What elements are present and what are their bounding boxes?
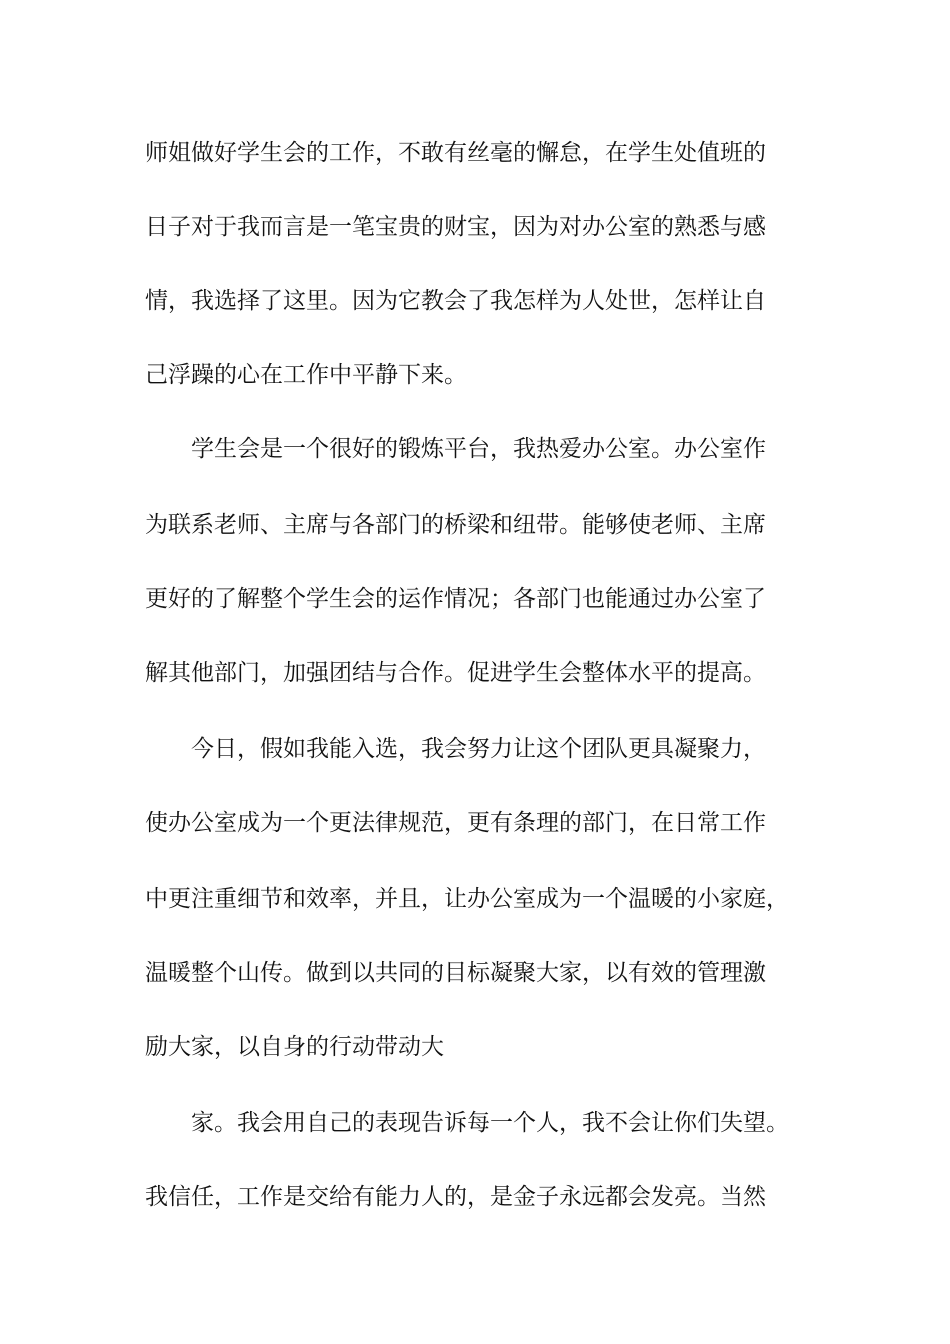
text-line-7: 更好的了解整个学生会的运作情况；各部门也能通过办公室了	[145, 586, 766, 612]
text-line-1: 师姐做好学生会的工作，不敢有丝毫的懈怠，在学生处值班的	[145, 140, 766, 166]
text-line-2: 日子对于我而言是一笔宝贵的财宝，因为对办公室的熟悉与感	[145, 214, 766, 240]
text-line-15: 我信任，工作是交给有能力人的，是金子永远都会发亮。当然	[145, 1184, 766, 1210]
text-line-10: 使办公室成为一个更法律规范，更有条理的部门，在日常工作	[145, 810, 766, 836]
text-line-8: 解其他部门，加强团结与合作。促进学生会整体水平的提高。	[145, 660, 766, 686]
text-line-11: 中更注重细节和效率，并且，让办公室成为一个温暖的小家庭，	[145, 886, 789, 912]
text-line-4: 己浮躁的心在工作中平静下来。	[145, 362, 467, 388]
text-line-3: 情，我选择了这里。因为它教会了我怎样为人处世，怎样让自	[145, 288, 766, 314]
text-line-12: 温暖整个山传。做到以共同的目标凝聚大家，以有效的管理激	[145, 960, 766, 986]
text-line-14: 家。我会用自己的表现告诉每一个人，我不会让你们失望。	[191, 1110, 789, 1136]
text-line-9: 今日，假如我能入选，我会努力让这个团队更具凝聚力，	[191, 736, 766, 762]
text-line-13: 励大家，以自身的行动带动大	[145, 1034, 444, 1060]
text-line-5: 学生会是一个很好的锻炼平台，我热爱办公室。办公室作	[191, 436, 766, 462]
text-line-6: 为联系老师、主席与各部门的桥梁和纽带。能够使老师、主席	[145, 512, 766, 538]
